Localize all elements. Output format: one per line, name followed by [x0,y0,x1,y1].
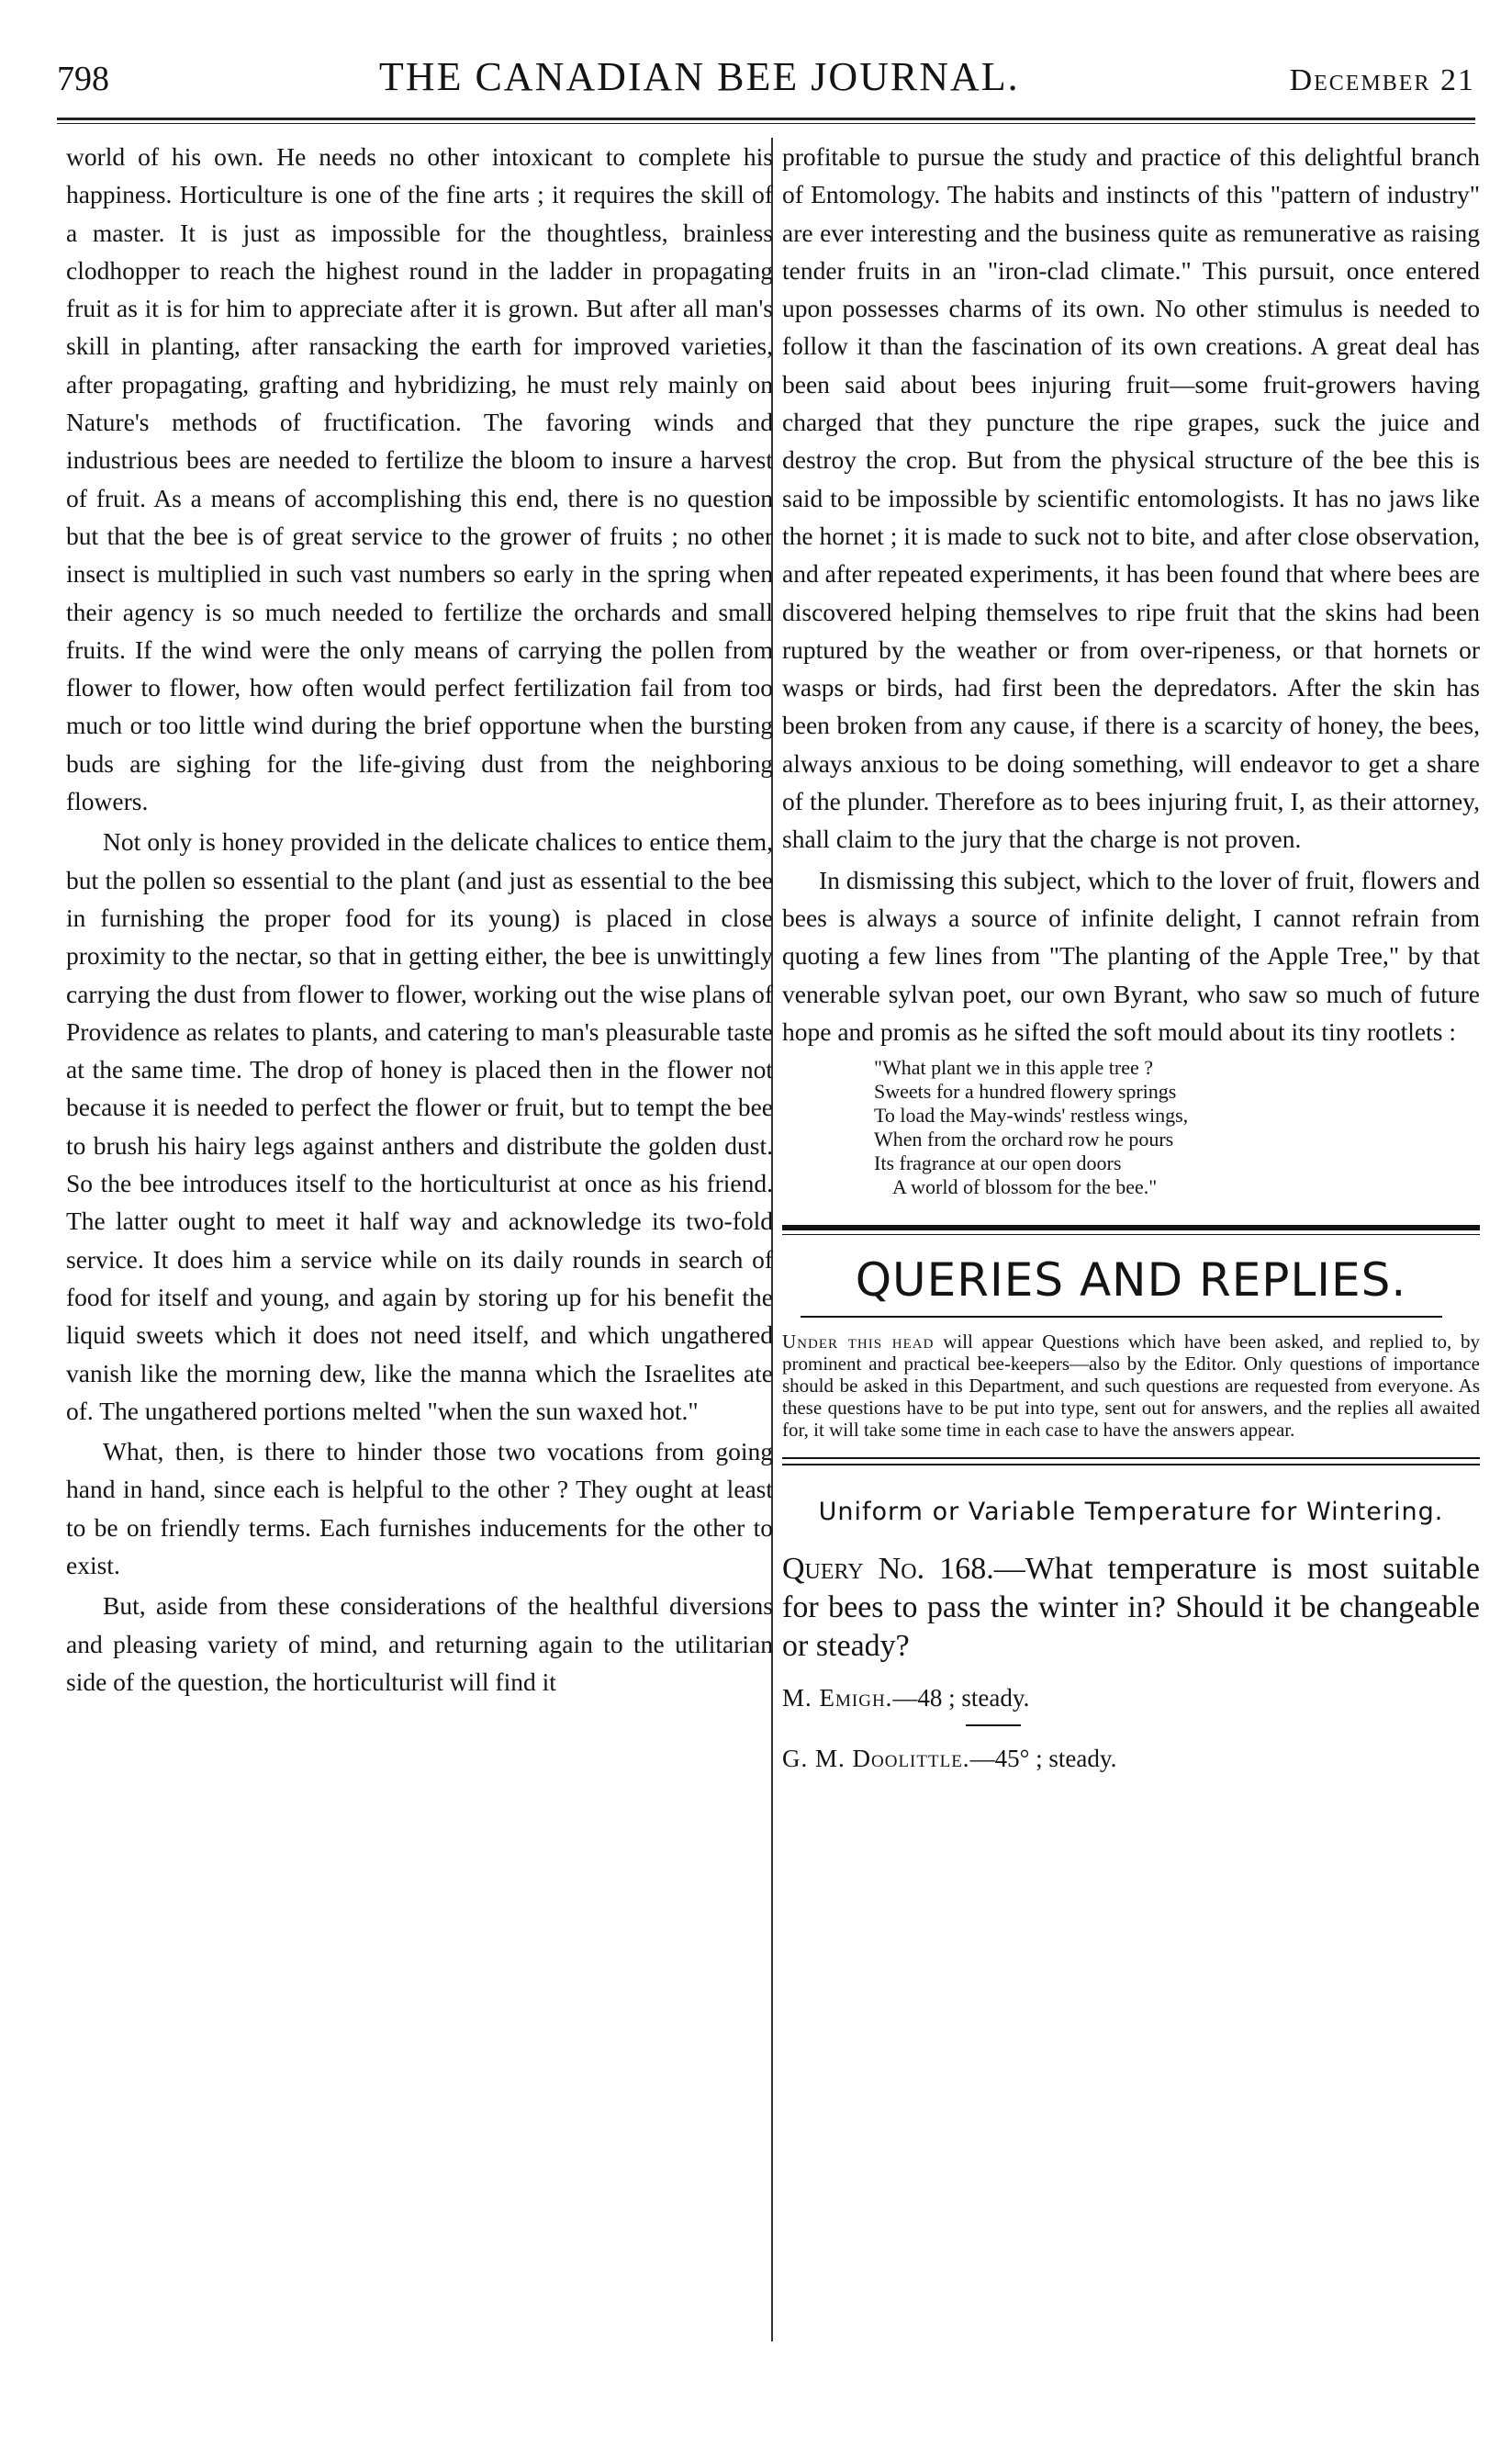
paragraph: In dismissing this subject, which to the lover of fruit, flowers and bees is always a source of infinite delight, I cannot refrain from quoting a few lines from "The planting of the Apple Tree," by that venerable sylvan poet, our own Byrant, who saw so much of future hope and promis as he sifted the soft mould about its tiny rootlets : [782,865,1480,1046]
header-rule [57,118,1475,120]
paragraph: profitable to pursue the study and practice of this delightful branch of Entomology. The habits and instincts of this "pattern of industry" are ever interesting and the business quite as remunerative as raising tender fruits in an "iron-clad climate." This pursuit, once entered upon possesses charms of its own. No other stimulus is needed to follow it than the fascination of its own creations. A great deal has been said about bees injuring fruit—some fruit-growers having charged that they puncture the ripe grapes, suck the juice and destroy the crop. But from the physical structure of the bee this is said to be impossible by scientific entomologists. It has no jaws like the hornet ; it is made to suck not to bite, and after close observation, and after repeated experiments, it has been found that where bees are discovered helping themselves to ripe fruit that the skins had been ruptured by the weather or from over-ripeness, or that hornets or wasps or birds, had first been the depredators. After the skin has been broken from any cause, if there is a scarcity of honey, the bees, always anxious to be doing something, will endeavor to get a share of the plunder. Therefore as to bees injuring fruit, I, as their attorney, shall claim to the jury that the charge is not proven. [782,142,1480,854]
poem-line: When from the orchard row he pours [874,1128,1174,1151]
query-body: —What temperature is most suitable for bees to pass the winter in? Should it be changeable or steady? [782,1552,1481,1664]
query-label: Query No. 168. [782,1552,994,1587]
intro-double-rule [782,1457,1480,1465]
answer-name: G. M. Doolittle. [782,1745,970,1773]
answer-name: M. Emigh. [782,1684,893,1712]
answer-row [782,1743,1480,1774]
section-title: QUERIES AND REPLIES. [855,1253,1407,1308]
section-rule-thin [782,1234,1480,1235]
poem-line: A world of blossom for the bee." [892,1175,1158,1199]
poem-line: "What plant we in this apple tree ? [874,1056,1154,1080]
answer-reply: —45° ; steady. [969,1745,1117,1773]
journal-title: THE CANADIAN BEE JOURNAL. [378,54,1020,99]
paragraph: world of his own. He needs no other intoxicant to complete his happiness. Horticulture is one of the fine arts ; it requires the skill of a master. It is just as impossible for the thoughtless, brainless clodhopper to reach the highest round in the ladder in propagating fruit as it is for him to appreciate after it is grown. But after all man's skill in planting, after ransacking the earth for improved varieties, after propagating, grafting and hybridizing, he must rely mainly on Nature's methods of fructification. The favoring winds and industrious bees are needed to fertilize the bloom to insure a harvest of fruit. As a means of accomplishing this end, there is no question but that the bee is of great service to the grower of fruits ; no other insect is multiplied in such vast numbers so early in the spring when their agency is so much needed to fertilize the orchards and small fruits. If the wind were the only means of carrying the pollen from flower to flower, how often would perfect fertilization fail from too much or too little wind during the brief opportune when the bursting buds are sighing for the life-giving dust from the neighboring flowers. [66,142,773,816]
left-column [66,138,773,1701]
query-question [782,1550,1480,1666]
section-intro [782,1331,1480,1441]
paragraph: But, aside from these considerations of the healthful diversions and pleasing variety of mind, and returning again to the utilitarian side of the question, the horticulturist will find it [66,1591,773,1696]
intro-lead: Under this head [782,1331,935,1353]
poem-line: Sweets for a hundred flowery springs [874,1080,1177,1104]
page-number: 798 [57,60,109,98]
answer-separator [966,1724,1021,1726]
right-column [782,138,1480,1774]
issue-date: December 21 [1289,63,1475,97]
header-rule-thin [57,123,1475,124]
page-header [57,53,1475,114]
section-rule-thick [782,1225,1480,1230]
intro-body: will appear Questions which have been asked, and replied to, by prominent and practical bee-keepers—also by the Editor. Only questions of importance should be asked in this Department, and such questions are requested from everyone. As these questions have to be put into type, sent out for answers, and the replies all awaited for, it will take some time in each case to have the answers appear. [782,1331,1480,1442]
poem-line: To load the May-winds' restless wings, [874,1104,1189,1128]
poem-quote [874,1056,1480,1199]
answer-row [782,1682,1480,1713]
section-title-rule [801,1316,1442,1318]
answer-reply: —48 ; steady. [892,1684,1030,1712]
query-heading: Uniform or Variable Temperature for Wintering. [818,1498,1444,1527]
poem-line: Its fragrance at our open doors [874,1151,1122,1175]
paragraph: Not only is honey provided in the delicate chalices to entice them, but the pollen so essential to the plant (and just as essential to the bee in furnishing the proper food for its young) is placed in close proximity to the nectar, so that in getting either, the bee is unwittingly carrying the dust from flower to flower, working out the wise plans of Providence as relates to plants, and catering to man's pleasurable taste at the same time. The drop of honey is placed then in the flower not because it is needed to perfect the flower or fruit, but to tempt the bee to brush his hairy legs against anthers and distribute the golden dust. So the bee introduces itself to the horticulturist at once as his friend. The latter ought to meet it half way and acknowledge its two-fold service. It does him a service while on its daily rounds in search of food for itself and young, and again by storing up for his benefit the liquid sweets which it does not need itself, and which ungathered vanish like the morning dew, like the manna which the Israelites ate of. The ungathered portions melted "when the sun waxed hot." [66,827,773,1425]
paragraph: What, then, is there to hinder those two vocations from going hand in hand, since each is helpful to the other ? They ought at least to be on friendly terms. Each furnishes inducements for the other to exist. [66,1437,773,1579]
